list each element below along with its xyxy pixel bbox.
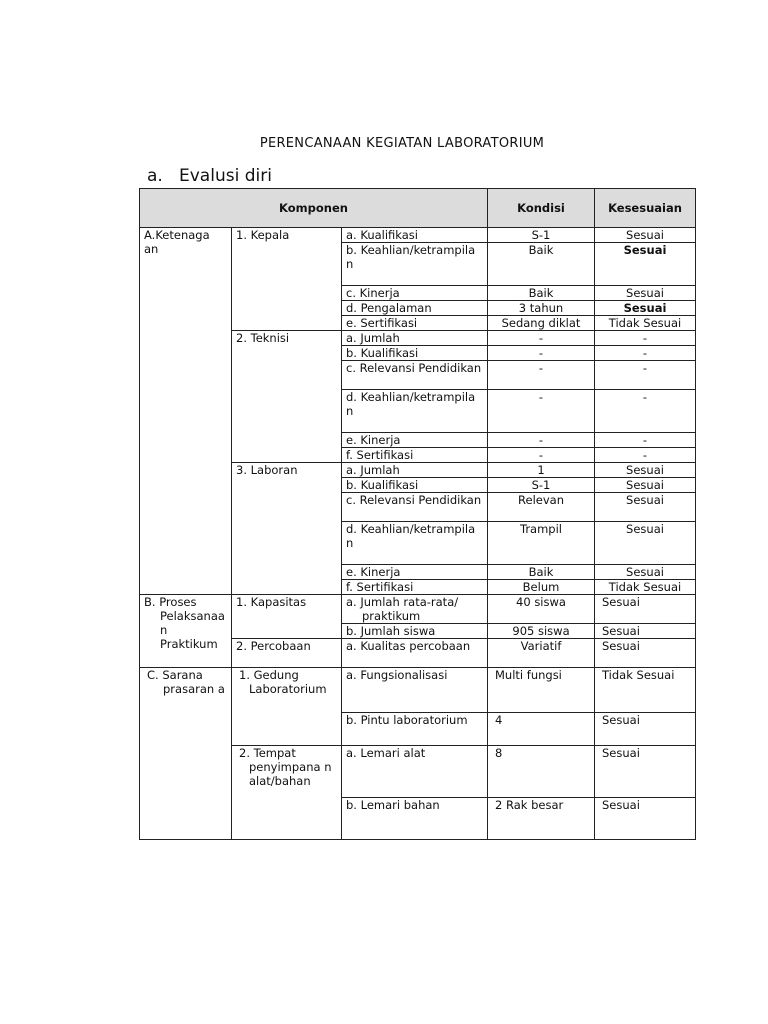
subgroup-gedung (232, 668, 342, 746)
group-sarana-label: C. Sarana prasaran a (147, 668, 225, 696)
section-title: Evalusi diri (179, 166, 272, 186)
item-cell: a. Jumlah (342, 331, 488, 346)
item-cell: b. Jumlah siswa (342, 624, 488, 639)
item-cell: a. Lemari alat (342, 746, 488, 798)
kondisi-cell: Baik (488, 565, 595, 580)
group-proses (140, 595, 232, 668)
item-cell: b. Kualifikasi (342, 478, 488, 493)
kesesuaian-cell: Sesuai (595, 624, 696, 639)
kesesuaian-cell: Sesuai (595, 493, 696, 522)
subgroup-percobaan: 2. Percobaan (232, 639, 342, 668)
kesesuaian-cell: Sesuai (595, 522, 696, 565)
item-cell: b. Lemari bahan (342, 798, 488, 840)
header-kondisi: Kondisi (488, 189, 595, 228)
kesesuaian-cell: Sesuai (595, 301, 696, 316)
kondisi-cell: - (488, 331, 595, 346)
kesesuaian-cell: Sesuai (595, 286, 696, 301)
item-cell: d. Pengalaman (342, 301, 488, 316)
kondisi-cell: S-1 (488, 478, 595, 493)
item-cell: e. Kinerja (342, 433, 488, 448)
kesesuaian-cell: Sesuai (595, 746, 696, 798)
header-komponen: Komponen (140, 189, 488, 228)
kesesuaian-cell: Sesuai (595, 798, 696, 840)
item-cell (342, 595, 488, 624)
kondisi-cell: - (488, 448, 595, 463)
item-cell: c. Relevansi Pendidikan (342, 361, 488, 390)
kesesuaian-cell: Sesuai (595, 478, 696, 493)
kesesuaian-cell: - (595, 346, 696, 361)
kesesuaian-cell: Tidak Sesuai (595, 580, 696, 595)
kesesuaian-cell: Sesuai (595, 713, 696, 746)
kondisi-cell: Sedang diklat (488, 316, 595, 331)
kondisi-cell: Baik (488, 243, 595, 286)
kondisi-cell: - (488, 390, 595, 433)
item-cell: e. Kinerja (342, 565, 488, 580)
kondisi-cell: 2 Rak besar (488, 798, 595, 840)
kondisi-cell: - (488, 433, 595, 448)
section-letter: a. (147, 166, 163, 186)
subgroup-teknisi: 2. Teknisi (232, 331, 342, 463)
kondisi-cell: Multi fungsi (488, 668, 595, 713)
kesesuaian-cell: Sesuai (595, 565, 696, 580)
item-cell: b. Keahlian/ketrampila n (342, 243, 488, 286)
group-proses-label: B. Proses Pelaksanaa n Praktikum (144, 595, 225, 651)
kondisi-cell: 8 (488, 746, 595, 798)
kesesuaian-cell: - (595, 331, 696, 346)
item-cell: f. Sertifikasi (342, 580, 488, 595)
kesesuaian-cell: Sesuai (595, 639, 696, 668)
item-cell: b. Pintu laboratorium (342, 713, 488, 746)
kesesuaian-cell: Sesuai (595, 463, 696, 478)
kondisi-cell: 40 siswa (488, 595, 595, 624)
kesesuaian-cell: - (595, 448, 696, 463)
kesesuaian-cell: Tidak Sesuai (595, 668, 696, 713)
kondisi-cell: Belum (488, 580, 595, 595)
group-ketenagaan: A.Ketenaga an (140, 228, 232, 595)
kesesuaian-cell: Sesuai (595, 228, 696, 243)
item-cell: e. Sertifikasi (342, 316, 488, 331)
item-cell: a. Kualitas percobaan (342, 639, 488, 668)
item-cell: d. Keahlian/ketrampila n (342, 390, 488, 433)
kesesuaian-cell: Tidak Sesuai (595, 316, 696, 331)
header-kesesuaian: Kesesuaian (595, 189, 696, 228)
kondisi-cell: Variatif (488, 639, 595, 668)
group-sarana (140, 668, 232, 840)
kondisi-cell: Relevan (488, 493, 595, 522)
kondisi-cell: S-1 (488, 228, 595, 243)
kondisi-cell: 3 tahun (488, 301, 595, 316)
kesesuaian-cell: Sesuai (595, 243, 696, 286)
kondisi-cell: - (488, 361, 595, 390)
item-cell: a. Fungsionalisasi (342, 668, 488, 713)
evaluation-table (139, 188, 696, 840)
kondisi-cell: 4 (488, 713, 595, 746)
kesesuaian-cell: - (595, 433, 696, 448)
kondisi-cell: 1 (488, 463, 595, 478)
kesesuaian-cell: - (595, 390, 696, 433)
subgroup-tempat-label: 2. Tempat penyimpana n alat/bahan (239, 746, 332, 788)
subgroup-kepala: 1. Kepala (232, 228, 342, 331)
subgroup-gedung-label: 1. Gedung Laboratorium (239, 668, 327, 696)
document-title: PERENCANAAN KEGIATAN LABORATORIUM (259, 136, 545, 151)
subgroup-kapasitas: 1. Kapasitas (232, 595, 342, 639)
item-cell: b. Kualifikasi (342, 346, 488, 361)
item-cell: a. Kualifikasi (342, 228, 488, 243)
kondisi-cell: 905 siswa (488, 624, 595, 639)
section-heading (147, 166, 272, 186)
item-cell: d. Keahlian/ketrampila n (342, 522, 488, 565)
kondisi-cell: Trampil (488, 522, 595, 565)
table-row (140, 595, 696, 624)
kondisi-cell: - (488, 346, 595, 361)
kesesuaian-cell: Sesuai (595, 595, 696, 624)
subgroup-tempat (232, 746, 342, 840)
item-cell: f. Sertifikasi (342, 448, 488, 463)
item-cell: a. Jumlah (342, 463, 488, 478)
item-cell: c. Relevansi Pendidikan (342, 493, 488, 522)
item-label: a. Jumlah rata-rata/ praktikum (346, 595, 459, 623)
table-row (140, 668, 696, 713)
kondisi-cell: Baik (488, 286, 595, 301)
kesesuaian-cell: - (595, 361, 696, 390)
subgroup-laboran: 3. Laboran (232, 463, 342, 595)
table-row (140, 228, 696, 243)
header-row (140, 189, 696, 228)
item-cell: c. Kinerja (342, 286, 488, 301)
